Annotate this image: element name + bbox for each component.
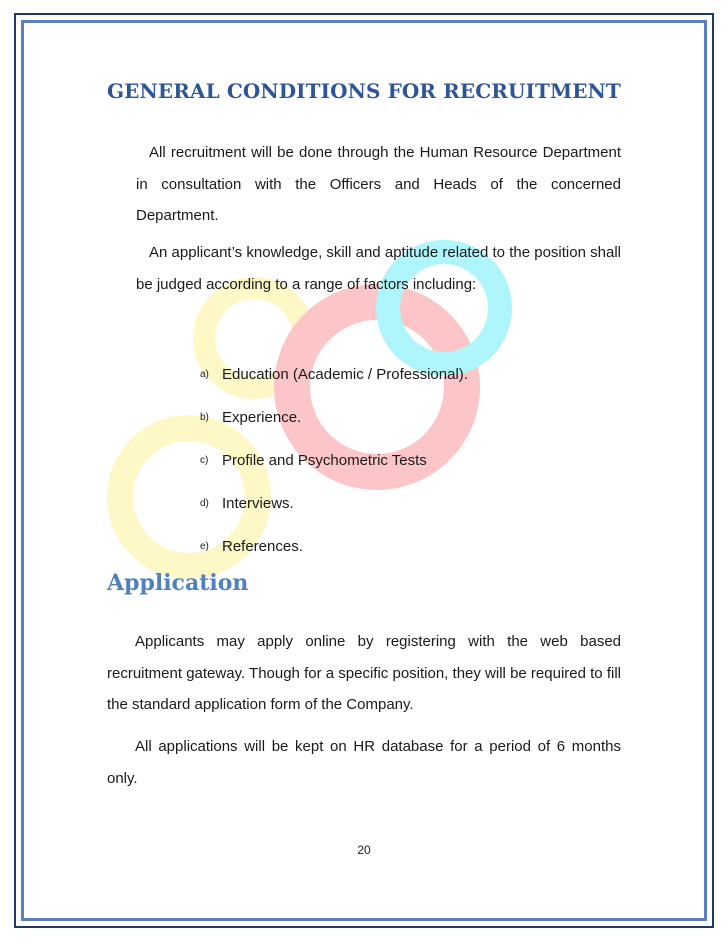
section-heading-recruitment: GENERAL CONDITIONS FOR RECRUITMENT (107, 79, 621, 103)
list-item-text: Interviews. (222, 495, 294, 512)
paragraph-applicant-factors: An applicant’s knowledge, skill and aptitude related to the position shall be judged according to a range of factors including: (136, 244, 621, 293)
factors-list (200, 353, 468, 568)
list-item (200, 439, 468, 482)
paragraph-hr-database: All applications will be kept on HR database for a period of 6 months only. (107, 738, 621, 787)
list-item-text: Experience. (222, 409, 302, 426)
list-item (200, 396, 468, 439)
section-heading-application: Application (107, 570, 249, 596)
list-item-text: Education (Academic / Professional). (222, 366, 468, 383)
paragraph-apply-online: Applicants may apply online by registering with the web based recruitment gateway. Though for a specific position, they will be required to fill the standard application form of the Company. (107, 633, 621, 713)
list-marker: d) (200, 498, 209, 509)
list-item (200, 353, 468, 396)
paragraph-recruitment-process: All recruitment will be done through the Human Resource Department in consultation with the Officers and Heads of the concerned Department. (136, 144, 621, 224)
list-marker: c) (200, 455, 209, 466)
list-item (200, 525, 468, 568)
list-item-text: Profile and Psychometric Tests (222, 452, 427, 469)
page-number: 20 (357, 843, 371, 857)
list-item-text: References. (222, 538, 303, 555)
list-item (200, 482, 468, 525)
list-marker: a) (200, 369, 209, 380)
list-marker: b) (200, 412, 209, 423)
list-marker: e) (200, 541, 209, 552)
